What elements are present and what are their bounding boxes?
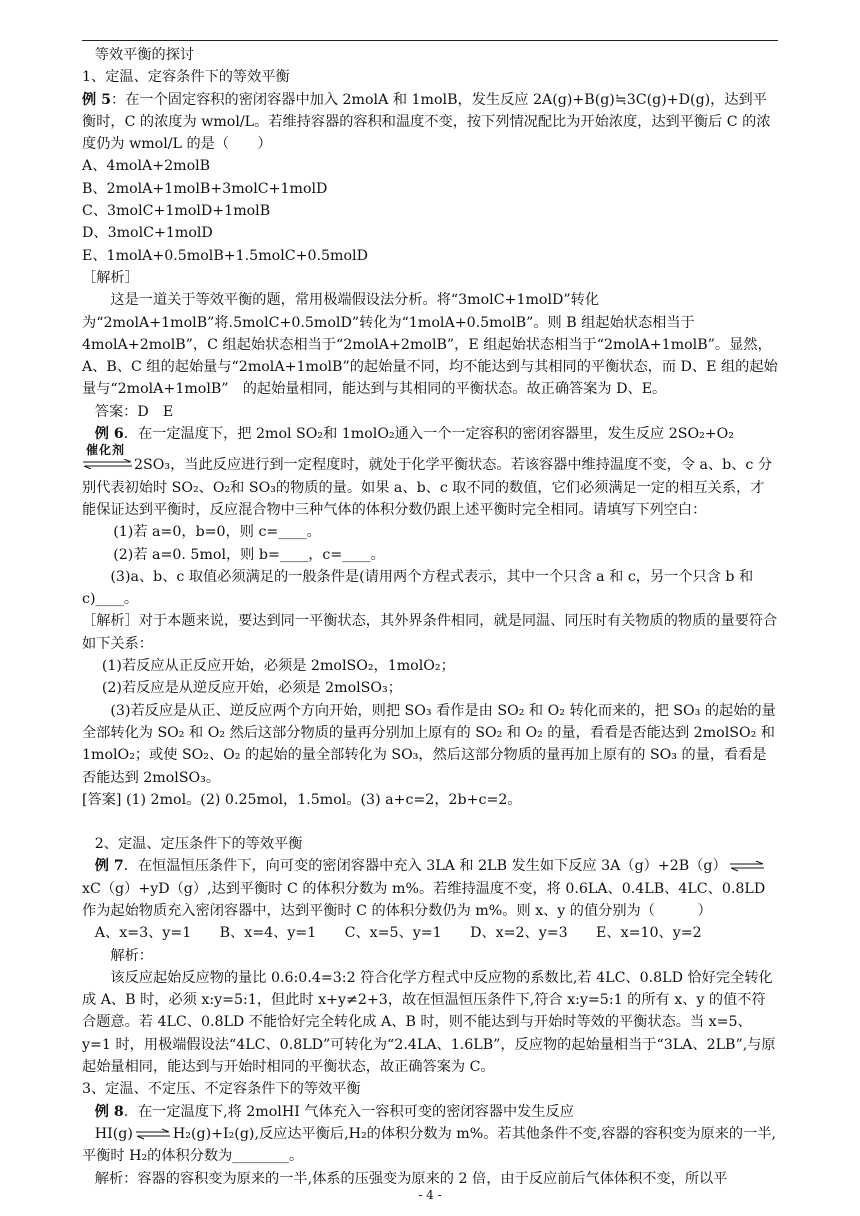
example-5-option-a: A、4molA+2molB xyxy=(82,158,211,175)
page-number: - 4 - xyxy=(418,1188,442,1202)
example-6-analysis-label: ［解析］ xyxy=(82,613,139,630)
section-3-heading: 3、定温、不定压、不定容条件下的等效平衡 xyxy=(82,1081,361,1098)
example-6-label: 例 6 xyxy=(94,426,124,443)
catalyst-arrow xyxy=(82,445,134,473)
example-6-analysis-2: (2)若反应是从逆反应开始，必须是 2molSO₃； xyxy=(101,680,402,697)
example-5-label: 例 5 xyxy=(82,91,111,108)
example-6-q2: (2)若 a=0. 5mol，则 b=____，c=____。 xyxy=(113,546,385,563)
example-5-option-e: E、1molA+0.5molB+1.5molC+0.5molD xyxy=(82,247,368,264)
example-7-analysis: 该反应起始反应物的量比 0.6:0.4=3:2 符合化学方程式中反应物的系数比,若 4LC、0.8LD 恰好完全转化成 A、B 时，必须 x:y=5:1，但此时 x+y≠2+3，故在恒温恒压条件下,符合 x:y=5:1 的所有 x、y 的值不符合题意。若 4LC、0.8LD 不能恰好完全转化成 A、B 时，则不能达到与开始时等效的平衡状态。当 x=5、y=1 时，用极端假设法“4LC、0.8LD”可转化为“2.4LA、1.6LB”，反应物的起始量相当于“3LA、2LB”,与原起始量相同，能达到与开始时相同的平衡状态，故正确答案为 C。 xyxy=(82,969,776,1076)
section-1-heading: 1、定温、定容条件下的等效平衡 xyxy=(82,69,290,86)
example-5-analysis-label: ［解析］ xyxy=(82,269,139,286)
equilibrium-arrow xyxy=(135,1128,171,1140)
example-6-answer: [答案] (1) 2mol。(2) 0.25mol，1.5mol。(3) a+c=2，2b+c=2。 xyxy=(82,791,522,808)
document-body xyxy=(82,44,778,1190)
example-6-analysis: ［解析］对于本题来说，要达到同一平衡状态，其外界条件相同，就是同温、同压时有关物质的物质的量要符合如下关系： xyxy=(82,613,778,652)
example-6-analysis-1: (1)若反应从正反应开始，必须是 2molSO₂，1molO₂； xyxy=(101,658,455,675)
example-5-answer: 答案：D E xyxy=(94,403,174,420)
doc-title: 等效平衡的探讨 xyxy=(94,47,195,63)
example-6-stem: 例 6．在一定温度下，把 2mol SO₂和 1molO₂通入一个一定容积的密闭容器里，发生反应 2SO₂+O₂ xyxy=(94,426,734,443)
reversible-arrow-icon xyxy=(82,459,134,469)
example-6-stem-cont: 催化剂 2SO₃，当此反应进行到一定程度时，就处于化学平衡状态。若该容器中维持温度不变，令 a、b、c 分别代表初始时 SO₂、O₂和 SO₃的物质的量。如果 a、b、c 取不同的数值，它们必须满足一定的相互关系，才能保证达到平衡时，反应混合物中三种气体的体积分数仍跟上述平衡时完全相同。请填写下列空白： xyxy=(82,445,778,521)
reversible-arrow-icon xyxy=(135,1128,171,1140)
example-6-analysis-3: (3)若反应是从正、逆反应两个方向开始，则把 SO₃ 看作是由 SO₂ 和 O₂ 转化而来的，把 SO₃ 的起始的量全部转化为 SO₂ 和 O₂ 然后这部分物质的量再分别加上原有的 SO₂ 和 O₂ 的量，看看是否能达到 2molSO₂ 和 1molO₂；或使 SO₂、O₂ 的起始的量全部转化为 SO₃，然后这部分物质的量再加上原有的 SO₃ 的量，看看是否能达到 2molSO₃。 xyxy=(82,702,776,786)
spacer xyxy=(82,811,778,833)
example-8-stem: 例 8．在一定温度下,将 2molHI 气体充入一容积可变的密闭容器中发生反应 xyxy=(94,1103,574,1120)
example-5-option-b: B、2molA+1molB+3molC+1molD xyxy=(82,180,328,197)
header-rule xyxy=(82,40,778,41)
example-7-analysis-label: 解析： xyxy=(110,947,153,964)
section-2-heading: 2、定温、定压条件下的等效平衡 xyxy=(94,836,303,853)
equilibrium-arrow xyxy=(729,860,765,872)
example-5-stem: 例 5：在一个固定容积的密闭容器中加入 2molA 和 1molB，发生反应 2A(g)+B(g)≒3C(g)+D(g)，达到平衡时，C 的浓度为 wmol/L。若维持容器的容积和温度不变，按下列情况配比为开始浓度，达到平衡后 C 的浓度仍为 wmol/L 的是（ ） xyxy=(82,91,771,153)
example-6-q3: (3)a、b、c 取值必须满足的一般条件是(请用两个方程式表示，其中一个只含 a 和 c，另一个只含 b 和 c)____。 xyxy=(82,568,754,608)
example-8-label: 例 8 xyxy=(94,1103,124,1120)
reversible-arrow-icon xyxy=(729,860,765,872)
example-5-analysis: 这是一道关于等效平衡的题，常用极端假设法分析。将“3molC+1molD”转化为“2molA+1molB”将.5molC+0.5molD”转化为“1molA+0.5molB”。则 B 组起始状态相当于 4molA+2molB”，C 组起始状态相当于“2molA+2molB”，E 组起始状态相当于“2molA+1molB”。显然，A、B、C 组的起始量与“2molA+1molB”的起始量不同，均不能达到与其相同的平衡状态，而 D、E 组的起始量与“2molA+1molB” 的起始量相同，能达到与其相同的平衡状态。故正确答案为 D、E。 xyxy=(82,292,778,398)
example-8-stem-cont: HI(g) H₂(g)+I₂(g),反应达平衡后,H₂的体积分数为 m%。若其他条件不变,容器的容积变为原来的一半,平衡时 H₂的体积分数为________。 xyxy=(82,1125,776,1165)
example-7-stem: 例 7．在恒温恒压条件下，向可变的密闭容器中充入 3LA 和 2LB 发生如下反应 3A（g）+2B（g） xC（g）+yD（g）,达到平衡时 C 的体积分数为 m%。若维持温度不变，将 0.6LA、0.4LB、4LC、0.8LD 作为起始物质充入密闭容器中，达到平衡时 C 的体积分数仍为 m%。则 x、y 的值分别为（ ） xyxy=(82,858,766,919)
example-8-analysis: 解析：容器的容积变为原来的一半,体系的压强变为原来的 2 倍，由于反应前后气体体积不变，所以平 xyxy=(94,1170,728,1187)
example-7-label: 例 7 xyxy=(94,858,124,875)
example-7-options: A、x=3、y=1 B、x=4、y=1 C、x=5、y=1 D、x=2、y=3 E、x=10、y=2 xyxy=(94,925,702,942)
example-6-q1: (1)若 a=0，b=0，则 c=____。 xyxy=(113,524,321,541)
example-5-option-c: C、3molC+1molD+1molB xyxy=(82,203,271,220)
example-5-option-d: D、3molC+1molD xyxy=(82,225,213,242)
catalyst-label: 催化剂 xyxy=(86,443,126,458)
